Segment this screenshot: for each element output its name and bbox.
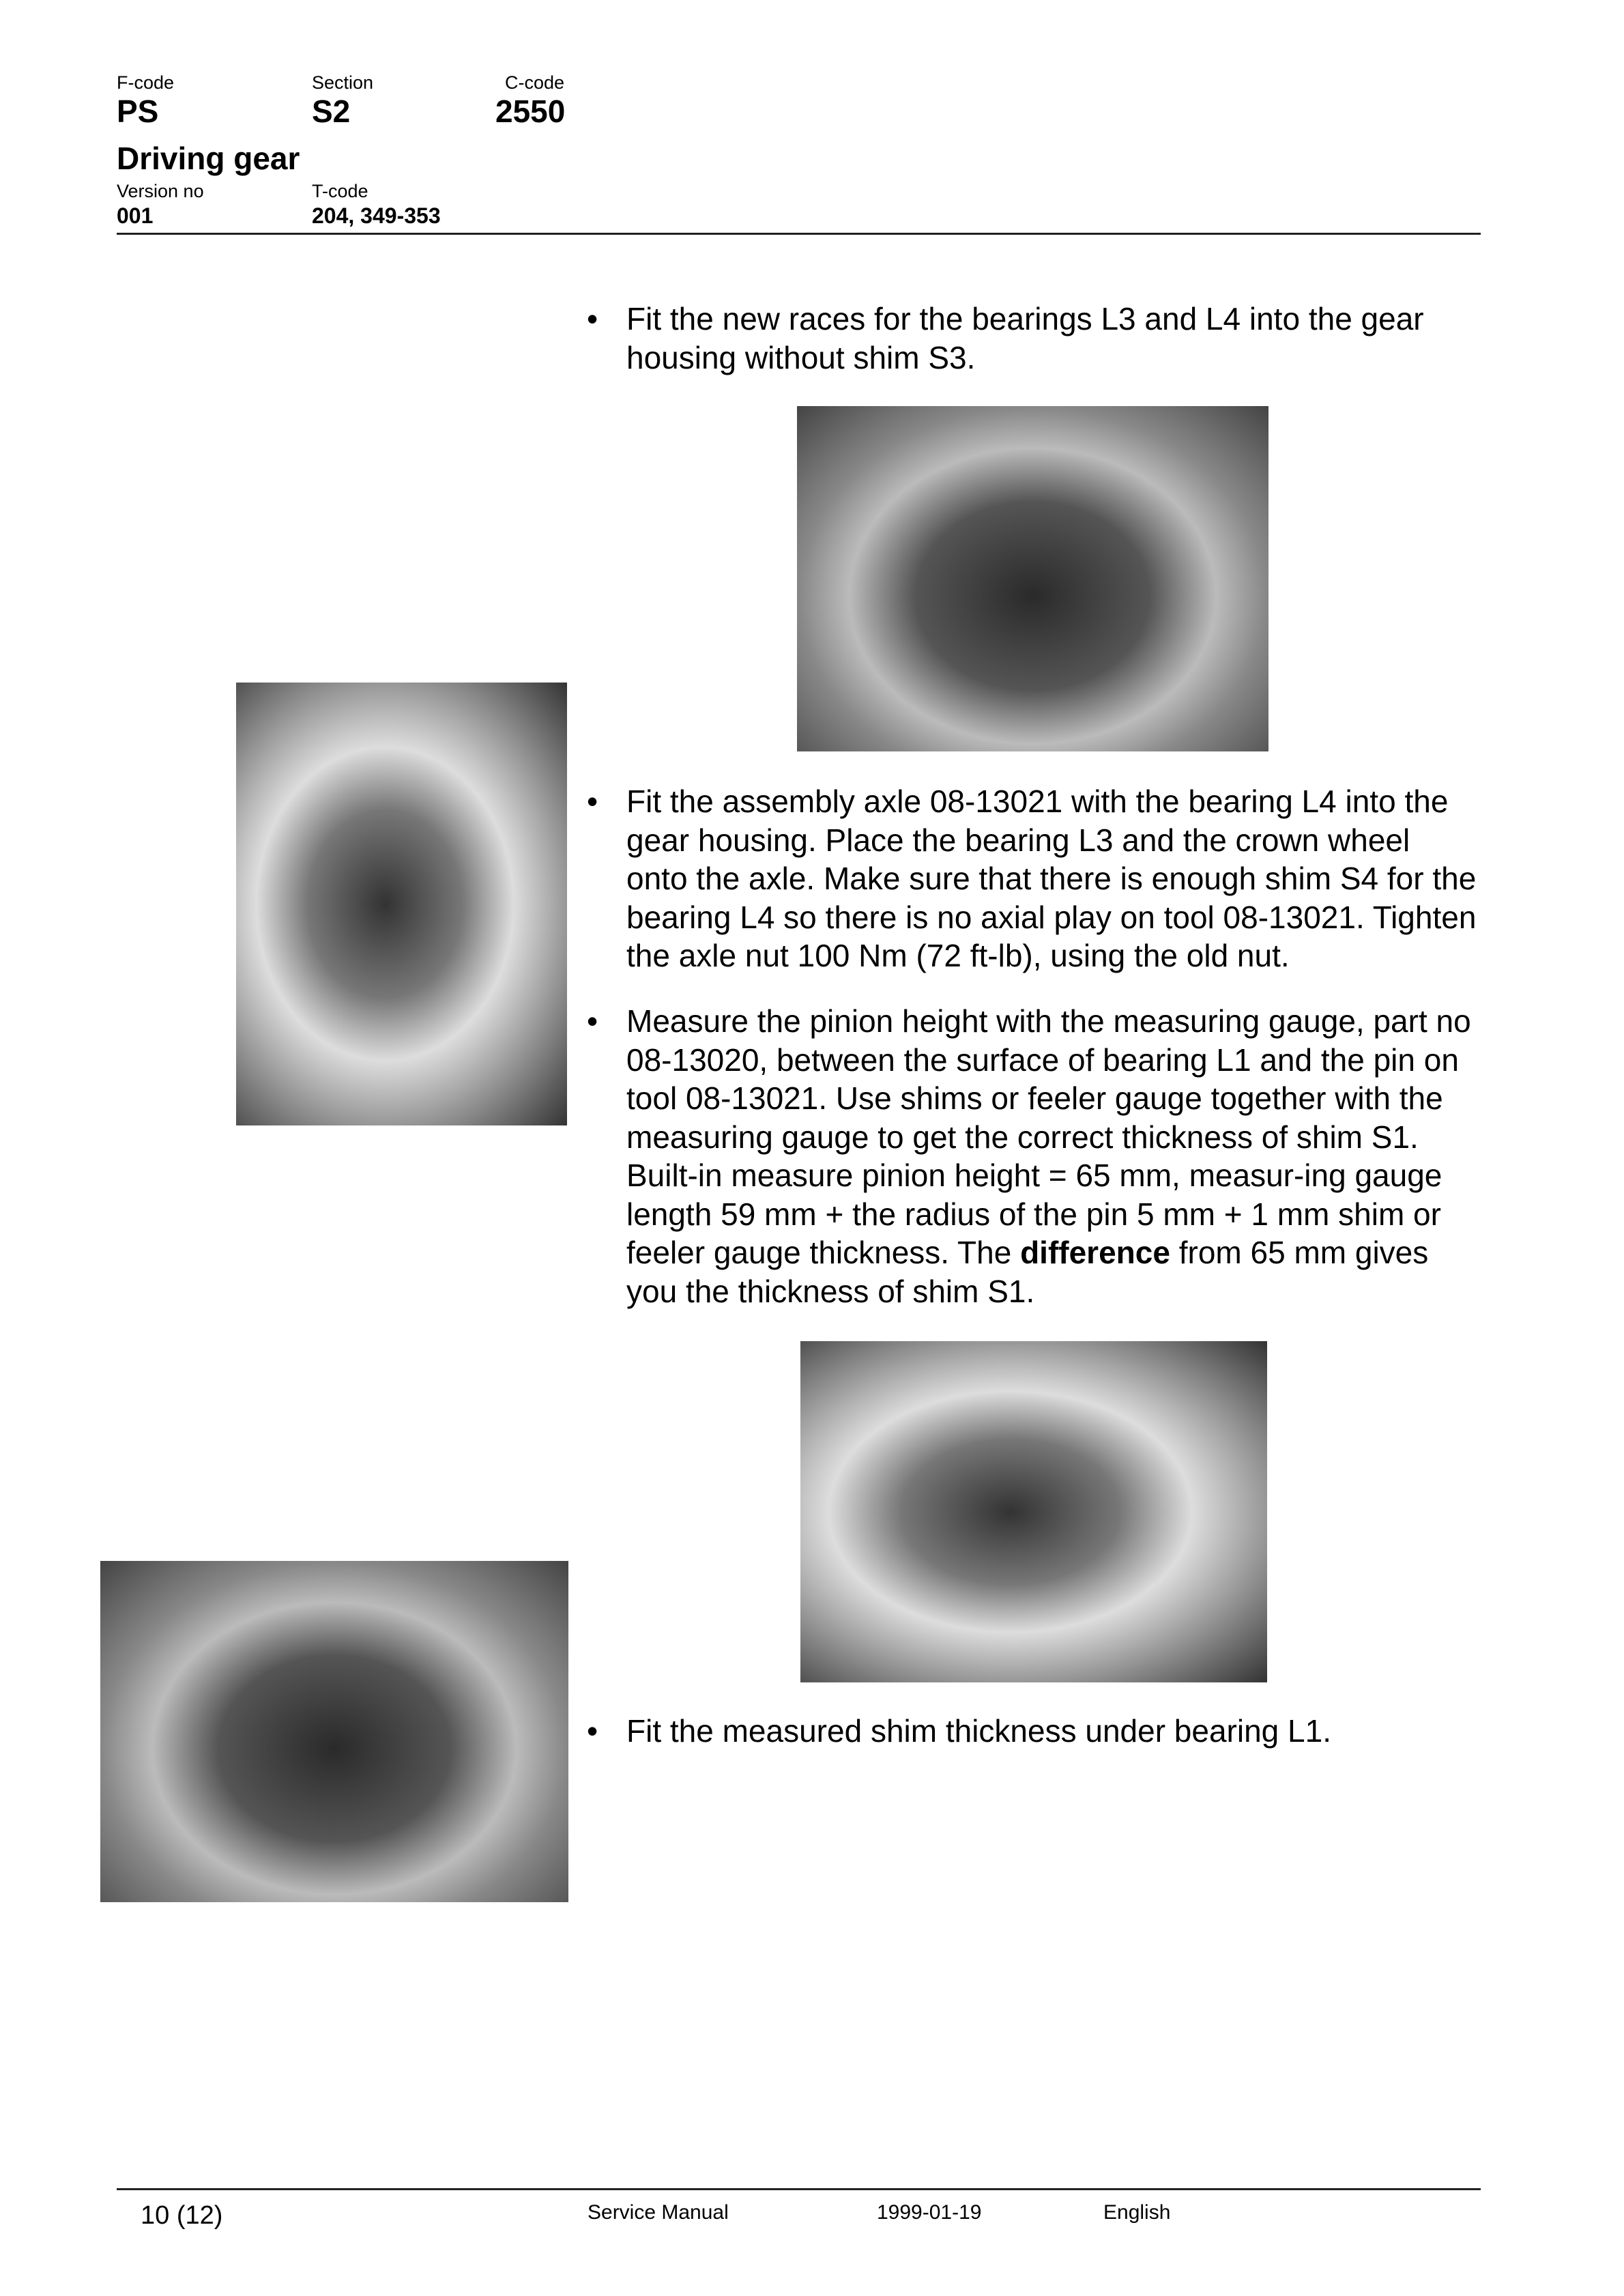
bullet-marker: • <box>587 301 598 336</box>
photo-housing-bearing-l1 <box>100 1561 568 1902</box>
section-value: S2 <box>312 94 351 129</box>
version-value: 001 <box>117 203 154 228</box>
page-title: Driving gear <box>117 141 300 176</box>
page-number: 10 (12) <box>141 2201 223 2230</box>
bullet-marker: • <box>587 1003 598 1039</box>
section-label: Section <box>312 72 374 93</box>
footer-divider <box>117 2188 1481 2190</box>
instruction-text <box>626 1002 1479 1310</box>
bullet-marker: • <box>587 784 598 819</box>
instruction-text: Fit the new races for the bearings L3 and L4 into the gear housing without shim S3. <box>626 301 1424 375</box>
photo-measuring-gauge <box>800 1341 1267 1682</box>
version-label: Version no <box>117 181 204 201</box>
fcode-value: PS <box>117 94 159 129</box>
header-divider <box>117 233 1481 235</box>
emphasis-text: difference <box>1020 1235 1170 1270</box>
instruction-text: Fit the measured shim thickness under bearing L1. <box>626 1713 1331 1749</box>
tcode-value: 204, 349-353 <box>312 203 441 228</box>
photo-crown-wheel-assembly <box>236 683 567 1125</box>
photo-gear-housing-races <box>797 406 1268 751</box>
text-part: Measure the pinion height with the measuring gauge, part no 08-13020, between the surface of bearing L1 and the pin on tool 08-13021. Use shims or feeler gauge together with the measuring gauge to get the correct thickness of shim S1. Built-in measure pinion height = 65 mm, measur-ing gauge length 59 mm + the radius of the pin 5 mm + 1 mm shim or feeler gauge thickness. The <box>626 1003 1471 1270</box>
doc-date: 1999-01-19 <box>877 2201 982 2224</box>
doc-type: Service Manual <box>588 2201 729 2224</box>
bullet-marker: • <box>587 1713 598 1749</box>
ccode-value: 2550 <box>495 94 566 129</box>
text-part: from 65 mm gives you the thickness of shim S1. <box>626 1235 1429 1309</box>
ccode-label: C-code <box>505 72 565 93</box>
instruction-text: Fit the assembly axle 08-13021 with the bearing L4 into the gear housing. Place the bearing L3 and the crown wheel onto the axle. Make sure that there is enough shim S4 for the bearing L4 so there is no axial play on tool 08-13021. Tighten the axle nut 100 Nm (72 ft-lb), using the old nut. <box>626 784 1477 973</box>
tcode-label: T-code <box>312 181 368 201</box>
doc-language: English <box>1103 2201 1171 2224</box>
fcode-label: F-code <box>117 72 175 93</box>
